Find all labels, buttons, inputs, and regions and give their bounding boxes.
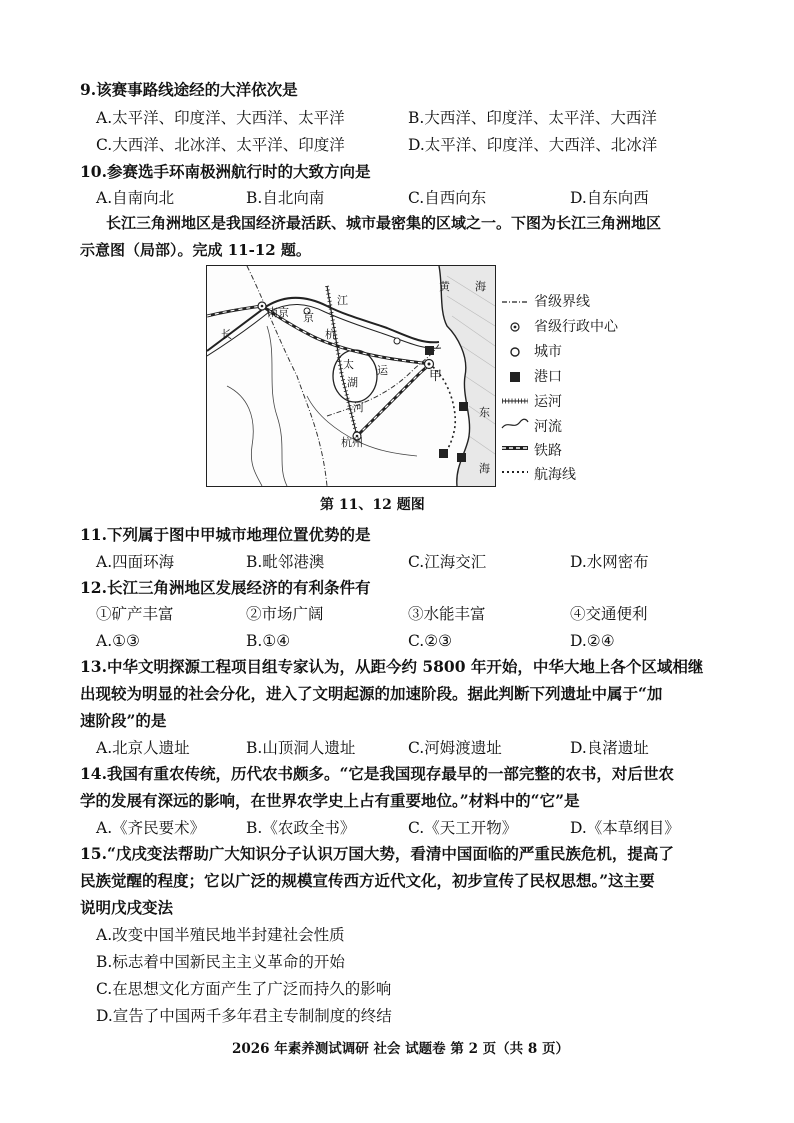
q14-stem-line-2: 学的发展有深远的影响，在世界农学史上占有重要地位。”材料中的“它”是	[80, 791, 580, 810]
q13-stem-line-1: 13.中华文明探源工程项目组专家认为，从距今约 5800 年开始，中华大地上各个区域相继	[80, 657, 704, 676]
intro-line-2: 示意图（局部）。完成 11-12 题。	[80, 241, 311, 259]
q13-option-a[interactable]: A.北京人遗址	[96, 739, 190, 757]
map-label-he: 河	[353, 401, 364, 414]
q13-stem-line-2: 出现较为明显的社会分化，进入了文明起源的加速阶段。据此判断下列遗址中属于“加	[80, 684, 663, 703]
q14-stem-line-1: 14.我国有重农传统，历代农书颇多。“它是我国现存最早的一部完整的农书，对后世农	[80, 764, 674, 783]
map-label-hangzhou: 杭州	[341, 436, 363, 449]
q15-stem-line-3: 说明戊戌变法	[80, 898, 174, 917]
q15-option-a[interactable]: A.改变中国半殖民地半封建社会性质	[96, 926, 345, 944]
q10-option-d[interactable]: D.自东向西	[570, 189, 649, 207]
map-label-yun: 运	[377, 364, 388, 377]
q15-stem-line-2: 民族觉醒的程度；它以广泛的规模宣传西方近代文化，初步宣传了民权思想。”这主要	[80, 871, 655, 890]
legend-label-province-boundary: 省级界线	[534, 294, 590, 310]
q10-option-c[interactable]: C.自西向东	[408, 189, 487, 207]
intro-line-1: 长江三角洲地区是我国经济最活跃、城市最密集的区域之一。下图为长江三角洲地区	[106, 214, 662, 232]
q13-option-b[interactable]: B.山顶洞人遗址	[246, 739, 356, 757]
q15-option-d[interactable]: D.宣告了中国两千多年君主专制制度的终结	[96, 1007, 392, 1025]
q11-option-a[interactable]: A.四面环海	[96, 553, 175, 571]
map-label-jia: 甲	[429, 369, 443, 384]
legend-label-port: 港口	[534, 369, 562, 385]
q11-stem: 11.下列属于图中甲城市地理位置优势的是	[80, 525, 371, 544]
river-icon	[502, 419, 528, 428]
q13-stem-line-3: 速阶段”的是	[80, 711, 167, 730]
q10-stem: 10.参赛选手环南极洲航行时的大致方向是	[80, 162, 371, 181]
q12-option-c[interactable]: C.②③	[408, 632, 453, 650]
q9-option-d[interactable]: D.太平洋、印度洋、大西洋、北冰洋	[408, 136, 658, 154]
legend-label-river: 河流	[534, 419, 562, 435]
map-label-jiang: 江	[337, 294, 348, 307]
q12-condition-4: ④交通便利	[570, 605, 648, 623]
q9-option-c[interactable]: C.大西洋、北冰洋、太平洋、印度洋	[96, 136, 345, 154]
map-label-hang: 杭	[325, 328, 336, 341]
legend-label-provincial-capital: 省级行政中心	[534, 319, 618, 335]
q12-condition-1: ①矿产丰富	[96, 605, 174, 623]
map-label-chang: 长	[221, 328, 232, 341]
map-label-hu: 湖	[347, 376, 358, 389]
q15-stem-line-1: 15.“戊戌变法帮助广大知识分子认识万国大势，看清中国面临的严重民族危机，提高了	[80, 844, 674, 863]
q9-option-a[interactable]: A.太平洋、印度洋、大西洋、太平洋	[96, 109, 345, 127]
q12-option-d[interactable]: D.②④	[570, 632, 615, 650]
map-label-hai: 海	[475, 280, 486, 293]
map-drawing	[207, 266, 495, 486]
q15-option-c[interactable]: C.在思想文化方面产生了广泛而持久的影响	[96, 980, 392, 998]
yangtze-delta-map	[206, 265, 496, 487]
q10-option-b[interactable]: B.自北向南	[246, 189, 325, 207]
map-label-huang: 黄	[439, 280, 450, 293]
map-label-jing: 京	[303, 311, 314, 324]
map-label-dong: 东	[479, 406, 490, 419]
q14-option-c[interactable]: C.《天工开物》	[408, 819, 518, 837]
q12-option-a[interactable]: A.①③	[96, 632, 140, 650]
q9-option-b[interactable]: B.大西洋、印度洋、太平洋、大西洋	[408, 109, 657, 127]
legend-label-city: 城市	[534, 344, 562, 360]
map-label-hai2: 海	[479, 462, 490, 475]
map-label-tai: 太	[343, 358, 354, 371]
q9-stem: 9.该赛事路线途经的大洋依次是	[80, 80, 298, 99]
port-icon	[510, 372, 520, 382]
q13-option-c[interactable]: C.河姆渡遗址	[408, 739, 502, 757]
legend-label-sea-route: 航海线	[534, 467, 576, 483]
q14-option-b[interactable]: B.《农政全书》	[246, 819, 356, 837]
q11-option-b[interactable]: B.毗邻港澳	[246, 553, 325, 571]
q15-option-b[interactable]: B.标志着中国新民主主义革命的开始	[96, 953, 345, 971]
q12-option-b[interactable]: B.①④	[246, 632, 291, 650]
q10-option-a[interactable]: A.自南向北	[96, 189, 175, 207]
q13-option-d[interactable]: D.良渚遗址	[570, 739, 649, 757]
legend-label-railway: 铁路	[534, 443, 562, 459]
q12-condition-3: ③水能丰富	[408, 605, 486, 623]
q14-option-a[interactable]: A.《齐民要术》	[96, 819, 206, 837]
map-caption: 第 11、12 题图	[320, 497, 425, 513]
q11-option-c[interactable]: C.江海交汇	[408, 553, 487, 571]
q12-stem: 12.长江三角洲地区发展经济的有利条件有	[80, 578, 371, 597]
map-label-nanjing: 南京	[267, 306, 289, 319]
city-icon	[511, 348, 519, 356]
map-legend-symbols	[500, 296, 530, 486]
legend-label-canal: 运河	[534, 394, 562, 410]
page-footer: 2026 年素养测试调研 社会 试题卷 第 2 页（共 8 页）	[232, 1041, 569, 1057]
q11-option-d[interactable]: D.水网密布	[570, 553, 649, 571]
q14-option-d[interactable]: D.《本草纲目》	[570, 819, 680, 837]
q12-condition-2: ②市场广阔	[246, 605, 324, 623]
